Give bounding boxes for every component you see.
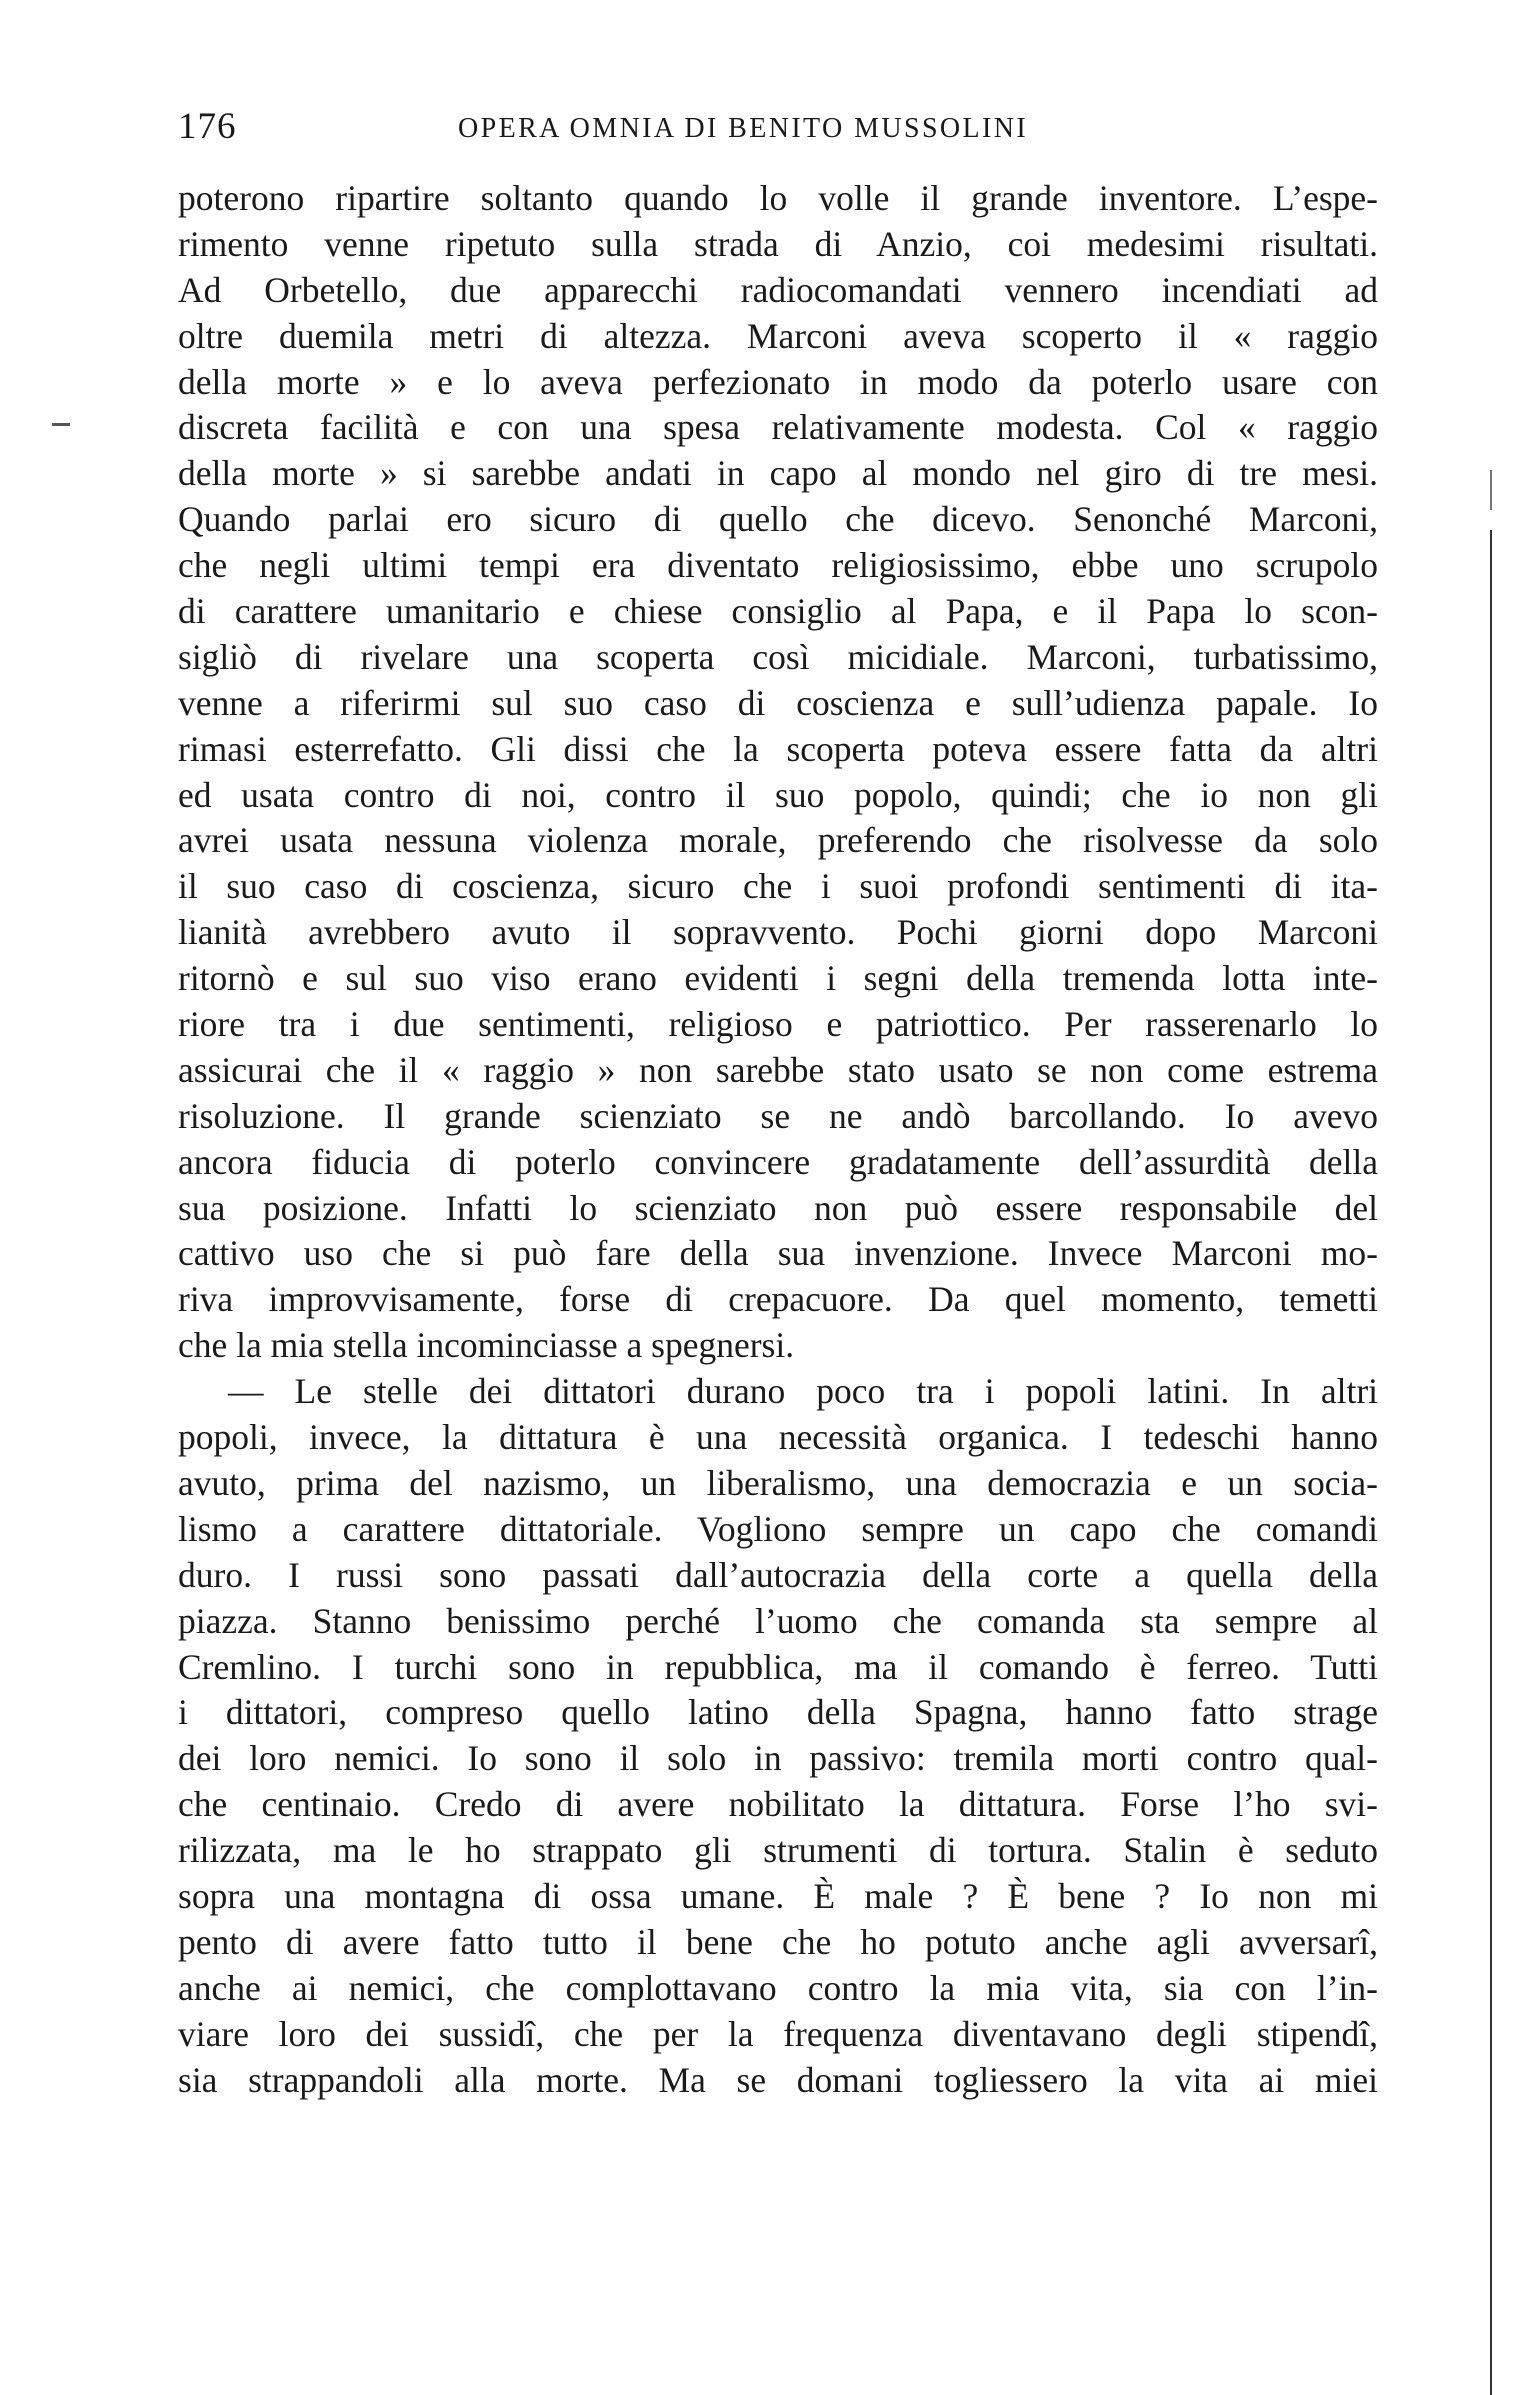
text-line: pento di avere fatto tutto il bene che ho potuto anche agli avversarî, (178, 1921, 1378, 1962)
scan-edge-mark (1490, 470, 1492, 510)
text-line: rimasi esterrefatto. Gli dissi che la scoperta poteva essere fatta da altri (178, 728, 1378, 769)
text-line: che negli ultimi tempi era diventato religiosissimo, ebbe uno scrupolo (178, 545, 1378, 586)
text-line: popoli, invece, la dittatura è una necessità organica. I tedeschi hanno (178, 1417, 1378, 1458)
text-line: lismo a carattere dittatoriale. Vogliono sempre un capo che comandi (178, 1508, 1378, 1549)
text-line: il suo caso di coscienza, sicuro che i suoi profondi sentimenti di ita- (178, 866, 1378, 907)
text-line: sopra una montagna di ossa umane. È male ? È bene ? Io non mi (178, 1875, 1378, 1916)
text-line: viare loro dei sussidî, che per la frequenza diventavano degli stipendî, (178, 2013, 1378, 2054)
text-line: di carattere umanitario e chiese consiglio al Papa, e il Papa lo scon- (178, 591, 1378, 632)
scan-edge-line (1490, 530, 1492, 2395)
text-line: avrei usata nessuna violenza morale, preferendo che risolvesse da solo (178, 820, 1378, 861)
text-line: assicurai che il « raggio » non sarebbe stato usato se non come estrema (178, 1049, 1378, 1090)
text-line: discreta facilità e con una spesa relativamente modesta. Col « raggio (178, 407, 1378, 448)
text-line: sua posizione. Infatti lo scienziato non può essere responsabile del (178, 1187, 1378, 1228)
text-line: sigliò di rivelare una scoperta così micidiale. Marconi, turbatissimo, (178, 636, 1378, 677)
text-line: rilizzata, ma le ho strappato gli strumenti di tortura. Stalin è seduto (178, 1830, 1378, 1871)
text-line: riva improvvisamente, forse di crepacuore. Da quel momento, temetti (178, 1279, 1378, 1320)
text-line: lianità avrebbero avuto il sopravvento. Pochi giorni dopo Marconi (178, 912, 1378, 953)
text-line: duro. I russi sono passati dall’autocrazia della corte a quella della (178, 1554, 1378, 1595)
text-line: oltre duemila metri di altezza. Marconi aveva scoperto il « raggio (178, 315, 1378, 356)
text-line: ancora fiducia di poterlo convincere gradatamente dell’assurdità della (178, 1141, 1378, 1182)
text-line: riore tra i due sentimenti, religioso e patriottico. Per rasserenarlo lo (178, 1004, 1378, 1045)
text-line: Ad Orbetello, due apparecchi radiocomandati vennero incendiati ad (178, 269, 1378, 310)
text-line: venne a riferirmi sul suo caso di coscienza e sull’udienza papale. Io (178, 682, 1378, 723)
text-line: risoluzione. Il grande scienziato se ne andò barcollando. Io avevo (178, 1095, 1378, 1136)
text-line: che la mia stella incominciasse a spegnersi. (178, 1325, 795, 1366)
body-text (178, 176, 1378, 2103)
text-line: ed usata contro di noi, contro il suo popolo, quindi; che io non gli (178, 774, 1378, 815)
text-line: Cremlino. I turchi sono in repubblica, ma il comando è ferreo. Tutti (178, 1646, 1378, 1687)
text-line: poterono ripartire soltanto quando lo volle il grande inventore. L’espe- (178, 178, 1378, 218)
margin-mark (52, 423, 70, 426)
text-line: che centinaio. Credo di avere nobilitato la dittatura. Forse l’ho svi- (178, 1784, 1378, 1825)
text-line: dei loro nemici. Io sono il solo in passivo: tremila morti contro qual- (178, 1738, 1378, 1779)
page-number: 176 (178, 106, 237, 147)
text-line: della morte » si sarebbe andati in capo al mondo nel giro di tre mesi. (178, 453, 1378, 494)
text-line: avuto, prima del nazismo, un liberalismo, una democrazia e un socia- (178, 1462, 1378, 1503)
text-line: cattivo uso che si può fare della sua invenzione. Invece Marconi mo- (178, 1233, 1378, 1274)
text-line: rimento venne ripetuto sulla strada di Anzio, coi medesimi risultati. (178, 223, 1378, 264)
text-line: anche ai nemici, che complottavano contro la mia vita, sia con l’in- (178, 1967, 1378, 2008)
text-line: piazza. Stanno benissimo perché l’uomo che comanda sta sempre al (178, 1600, 1378, 1641)
book-title: OPERA OMNIA DI BENITO MUSSOLINI (458, 113, 1029, 144)
text-line: della morte » e lo aveva perfezionato in modo da poterlo usare con (178, 361, 1378, 402)
running-head (178, 102, 1378, 152)
text-line: Quando parlai ero sicuro di quello che dicevo. Senonché Marconi, (178, 499, 1378, 540)
text-line: i dittatori, compreso quello latino della Spagna, hanno fatto strage (178, 1692, 1378, 1733)
text-line: sia strappandoli alla morte. Ma se domani togliessero la vita ai miei (178, 2059, 1378, 2100)
text-line: ritornò e sul suo viso erano evidenti i segni della tremenda lotta inte- (178, 958, 1378, 999)
text-line: — Le stelle dei dittatori durano poco tra i popoli latini. In altri (228, 1371, 1378, 1412)
